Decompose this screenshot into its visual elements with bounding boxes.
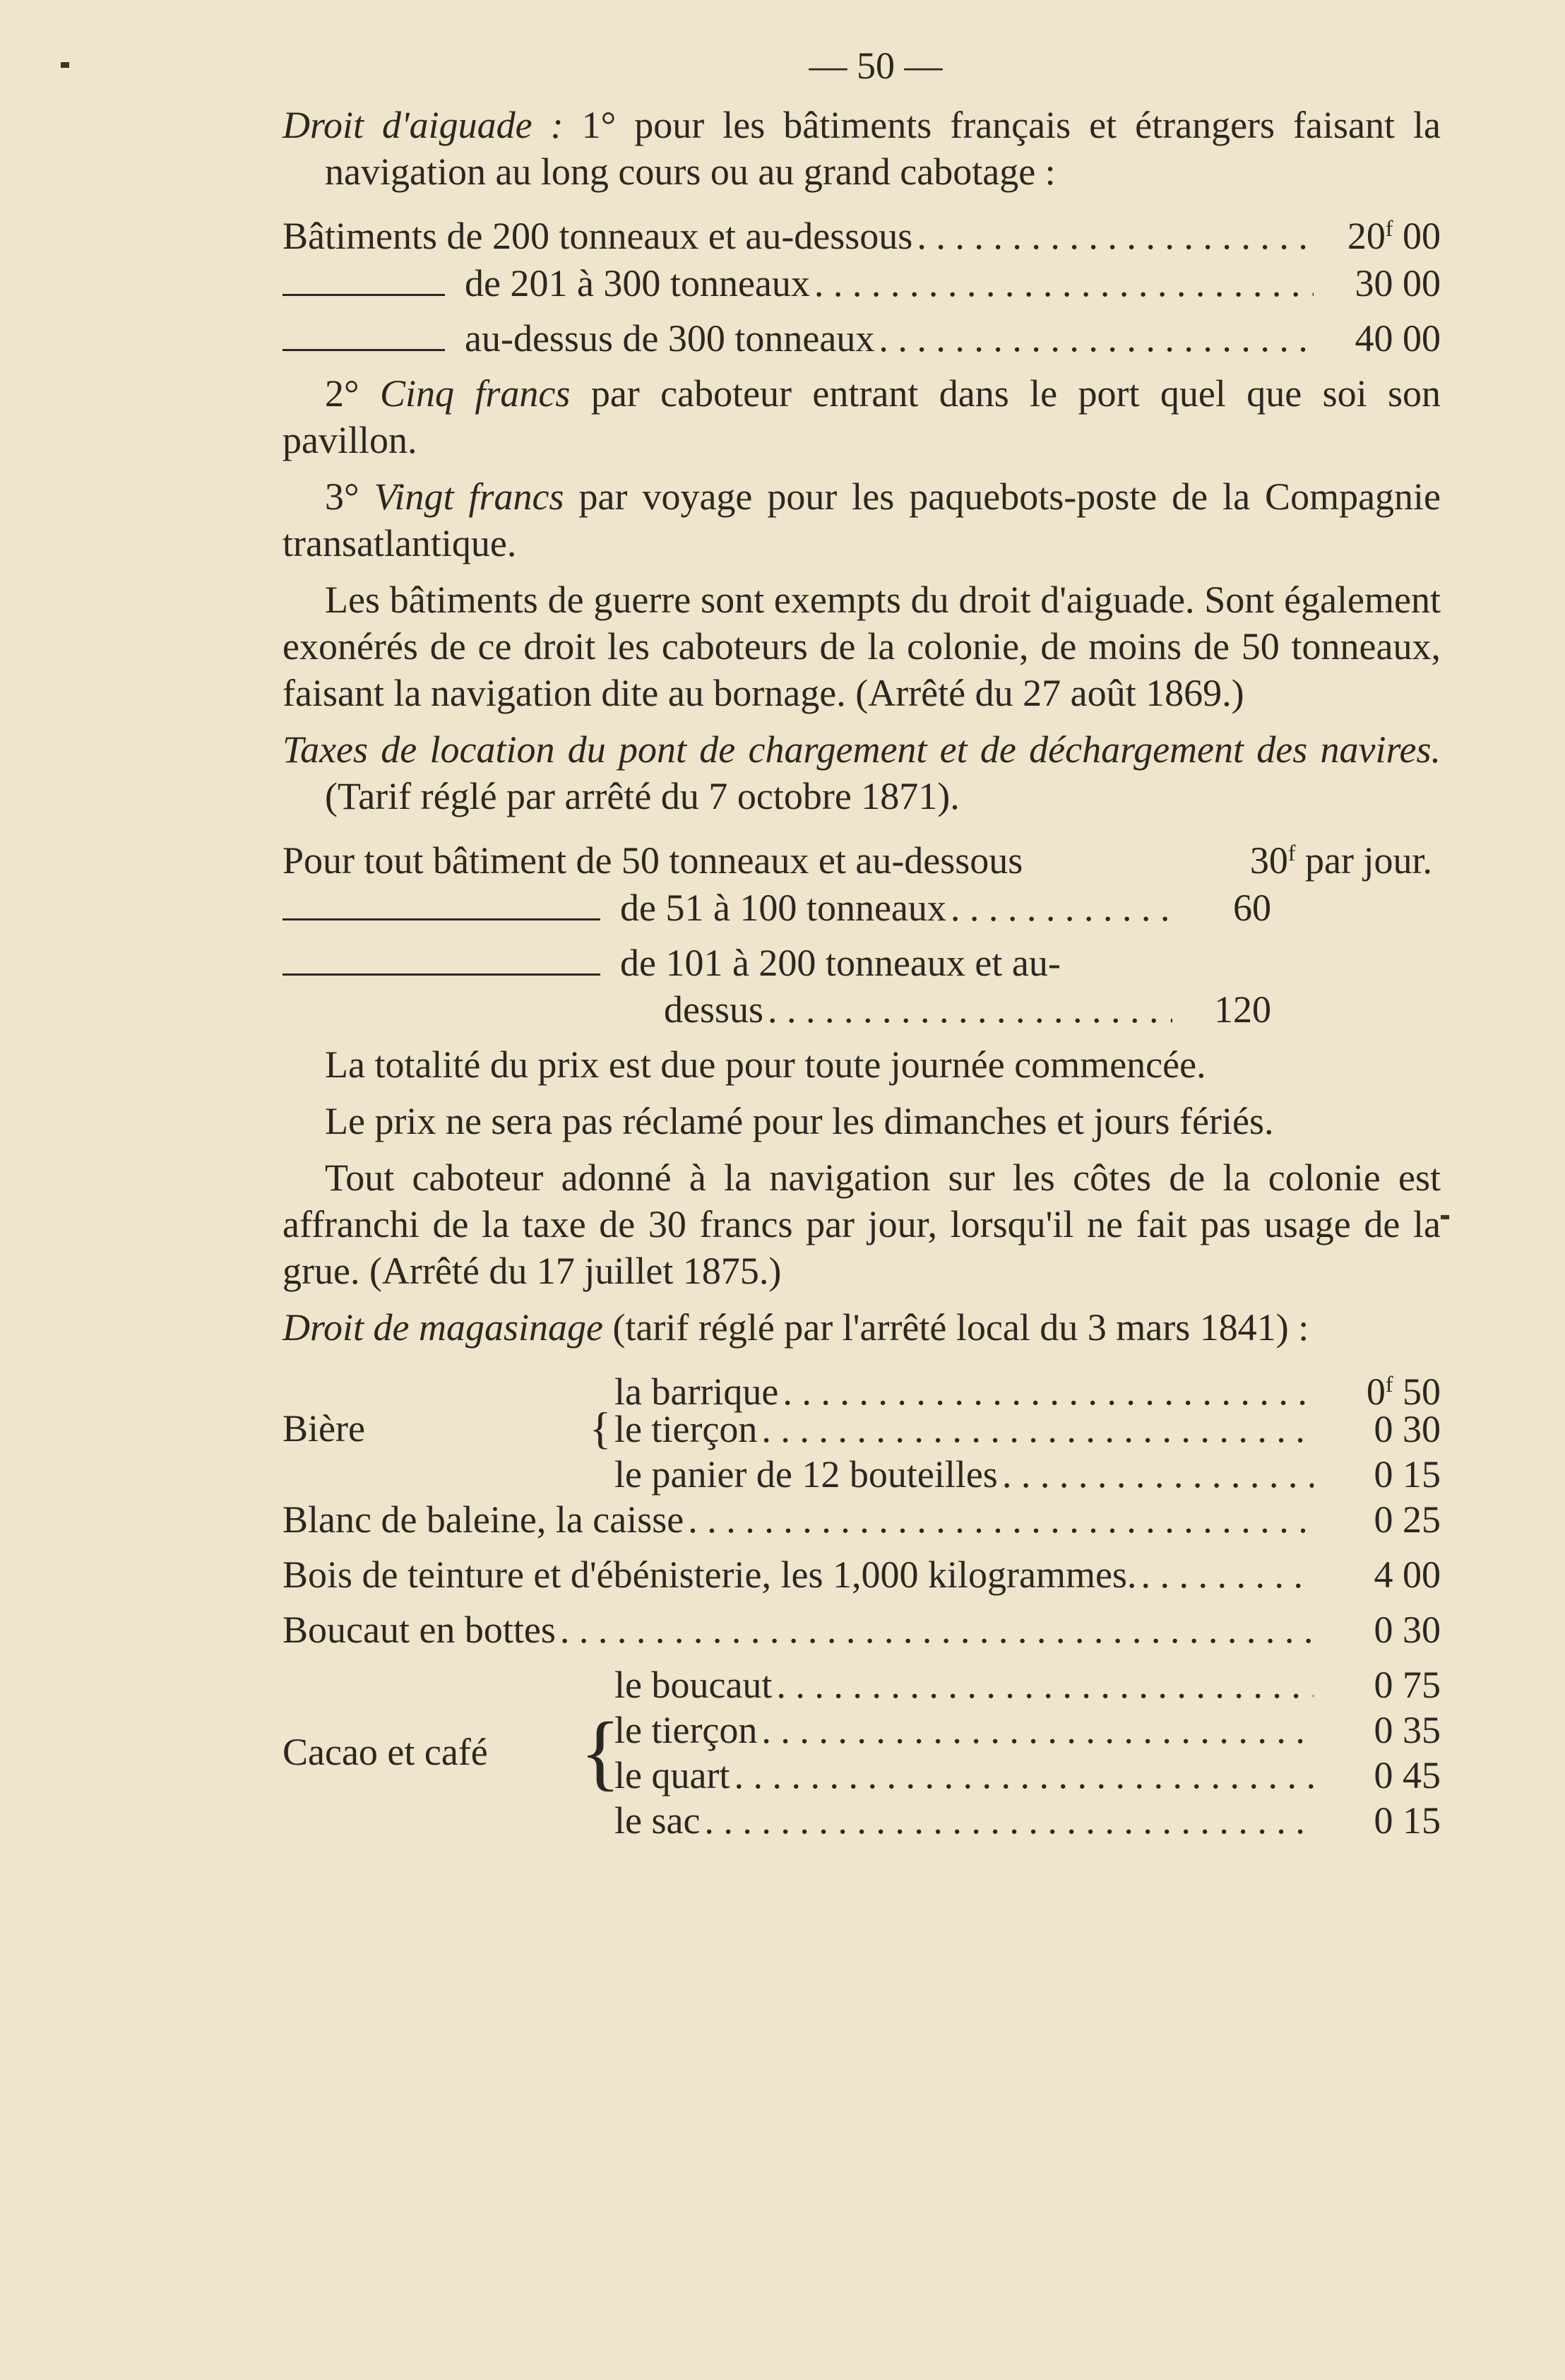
aiguade-intro: Droit d'aiguade : 1° pour les bâtiments français et étrangers faisant la navigation au long cours ou au grand cabotage : [282,104,1441,193]
aiguade-row-2: de 201 à 300 tonneaux . . . 30 00 [282,260,1441,315]
location-paragraph-3: Tout caboteur adonné à la navigation sur les côtes de la colonie est affranchi de la taxe de 30 francs par jour, lorsqu'il ne fait pas usage de la grue. (Arrêté du 17 juillet 1875.) [282,1156,1441,1292]
print-speck [1441,1215,1449,1219]
location-paragraph-1: La totalité du prix est due pour toute journée commencée. [325,1043,1206,1086]
cacao-item: le tierçon . . . 0 35 [614,1707,1441,1752]
location-row-1: Pour tout bâtiment de 50 tonneaux et au-dessous 30$^f$ par jour. [282,839,1432,882]
magasinage-row-blanc: Blanc de baleine, la caisse . . . 0 25 [282,1496,1441,1551]
ditto-dash [282,973,600,976]
ditto-dash [282,294,445,296]
biere-group [282,1361,1441,1496]
ditto-dash [282,349,445,351]
biere-item: le panier de 12 bouteilles . . . 0 15 [614,1451,1441,1496]
aiguade-title: Droit d'aiguade : [282,104,564,146]
print-speck [61,62,69,68]
location-intro: Taxes de location du pont de chargement et de déchargement des navires. (Tarif réglé par arrêté du 7 octobre 1871). [282,728,1441,817]
location-row-2: de 51 à 100 tonneaux . . . 60 [282,884,1271,940]
page-number: — 50 — [809,45,943,87]
biere-item: la barrique . . . 0$^f$ 50 [614,1361,1441,1406]
cacao-item: le sac . . . 0 15 [614,1797,1441,1842]
cacao-item: le boucaut . . . 0 75 [614,1662,1441,1707]
location-title: Taxes de location du pont de chargement et de déchargement des navires. [282,728,1441,771]
cacao-label: Cacao et café [282,1731,488,1773]
magasinage-row-bois: Bois de teinture et d'ébénisterie, les 1,000 kilogrammes. . . . 4 00 [282,1551,1441,1606]
location-row-3: de 101 à 200 tonneaux et au- dessus . . . 120 [282,940,1271,1041]
aiguade-row-1: Bâtiments de 200 tonneaux et au-dessous . . . 20$^f$ 00 [282,205,1441,260]
document-page [282,42,1441,1842]
aiguade-paragraph-2: 2° Cinq francs par caboteur entrant dans le port quel que soi son pavillon. [282,372,1441,461]
magasinage-title: Droit de magasinage [282,1306,603,1349]
magasinage-intro: Droit de magasinage (tarif réglé par l'arrêté local du 3 mars 1841) : [282,1306,1309,1349]
aiguade-row-3: au-dessus de 300 tonneaux . . . 40 00 [282,315,1441,370]
aiguade-paragraph-4: Les bâtiments de guerre sont exempts du droit d'aiguade. Sont également exonérés de ce droit les caboteurs de la colonie, de moins de 50 tonneaux, faisant la navigation dite au bornage. (Arrêté du 27 août 1869.) [282,579,1441,714]
brace-icon: { [589,1403,612,1453]
biere-label: Bière [282,1407,365,1450]
aiguade-paragraph-3: 3° Vingt francs par voyage pour les paquebots-poste de la Compagnie transatlantique. [282,475,1441,564]
ditto-dash [282,918,600,920]
location-paragraph-2: Le prix ne sera pas réclamé pour les dimanches et jours fériés. [325,1100,1274,1142]
cacao-item: le quart . . . 0 45 [614,1752,1441,1797]
biere-item: le tierçon . . . 0 30 [614,1406,1441,1451]
magasinage-row-boucaut: Boucaut en bottes . . . 0 30 [282,1606,1441,1662]
cacao-group [282,1662,1441,1842]
brace-icon: { [580,1705,621,1799]
